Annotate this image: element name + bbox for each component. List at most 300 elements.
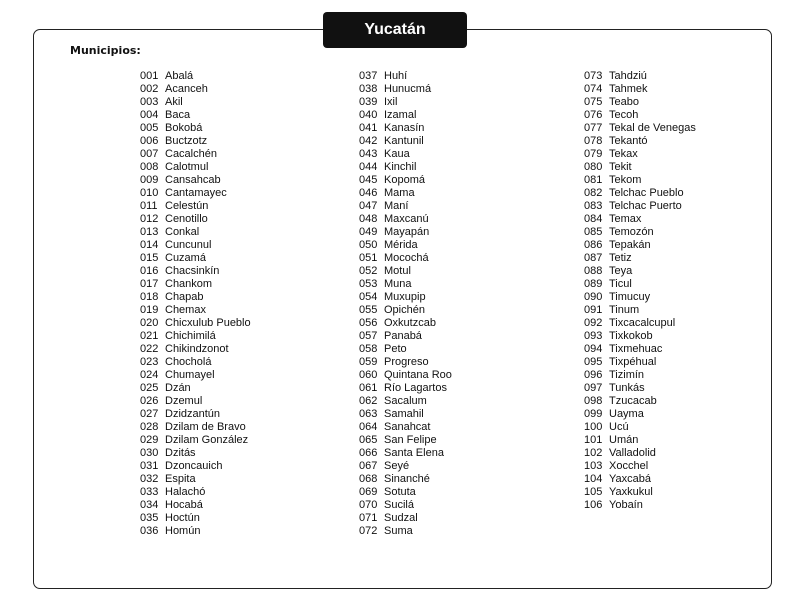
list-item bbox=[359, 213, 452, 226]
municipality-name: Cantamayec bbox=[165, 187, 227, 199]
list-item bbox=[584, 161, 696, 174]
municipality-code: 044 bbox=[359, 161, 378, 173]
municipality-code: 086 bbox=[584, 239, 603, 251]
list-item bbox=[140, 174, 251, 187]
municipality-name: Timucuy bbox=[609, 291, 651, 303]
list-item bbox=[140, 122, 251, 135]
municipality-name: Uayma bbox=[609, 408, 644, 420]
municipality-name: Xocchel bbox=[609, 460, 649, 472]
municipality-code: 054 bbox=[359, 291, 378, 303]
municipality-name: Hunucmá bbox=[384, 83, 432, 95]
municipality-code: 098 bbox=[584, 395, 603, 407]
municipality-name: Sudzal bbox=[384, 512, 418, 524]
municipality-code: 002 bbox=[140, 83, 159, 95]
municipality-code: 021 bbox=[140, 330, 159, 342]
municipality-code: 058 bbox=[359, 343, 378, 355]
list-item bbox=[359, 96, 452, 109]
municipality-code: 094 bbox=[584, 343, 603, 355]
municipality-code: 059 bbox=[359, 356, 378, 368]
list-item bbox=[140, 317, 251, 330]
municipality-name: Baca bbox=[165, 109, 191, 121]
municipality-name: Chankom bbox=[165, 278, 213, 290]
list-item bbox=[584, 70, 696, 83]
municipality-name: Yaxcabá bbox=[609, 473, 651, 485]
list-item bbox=[140, 512, 251, 525]
list-item bbox=[584, 304, 696, 317]
municipality-code: 068 bbox=[359, 473, 378, 485]
municipality-name: Maní bbox=[384, 200, 409, 212]
municipality-code: 065 bbox=[359, 434, 378, 446]
list-item bbox=[359, 343, 452, 356]
list-item bbox=[359, 161, 452, 174]
municipality-name: Panabá bbox=[384, 330, 422, 342]
list-item bbox=[359, 512, 452, 525]
municipality-code: 045 bbox=[359, 174, 378, 186]
list-item bbox=[584, 343, 696, 356]
municipality-name: Conkal bbox=[165, 226, 200, 238]
municipality-code: 020 bbox=[140, 317, 159, 329]
list-item bbox=[359, 187, 452, 200]
municipality-name: Dzitás bbox=[165, 447, 196, 459]
list-item bbox=[584, 408, 696, 421]
list-item bbox=[359, 525, 452, 538]
municipality-name: Tixcacalcupul bbox=[609, 317, 676, 329]
municipality-name: Cuncunul bbox=[165, 239, 212, 251]
list-item bbox=[359, 226, 452, 239]
municipality-name: Sacalum bbox=[384, 395, 427, 407]
municipality-code: 041 bbox=[359, 122, 378, 134]
list-item bbox=[359, 83, 452, 96]
municipality-name: Bokobá bbox=[165, 122, 203, 134]
list-item bbox=[140, 343, 251, 356]
municipality-name: Oxkutzcab bbox=[384, 317, 436, 329]
municipality-name: Tixpéhual bbox=[609, 356, 657, 368]
municipality-code: 097 bbox=[584, 382, 603, 394]
list-item bbox=[584, 174, 696, 187]
municipality-code: 077 bbox=[584, 122, 603, 134]
municipality-name: Teya bbox=[609, 265, 633, 277]
municipality-code: 031 bbox=[140, 460, 159, 472]
municipality-code: 027 bbox=[140, 408, 159, 420]
municipality-code: 060 bbox=[359, 369, 378, 381]
municipality-code: 080 bbox=[584, 161, 603, 173]
municipality-name: Kopomá bbox=[384, 174, 425, 186]
municipality-code: 022 bbox=[140, 343, 159, 355]
municipality-code: 105 bbox=[584, 486, 603, 498]
municipality-name: Yobaín bbox=[609, 499, 643, 511]
municipality-name: San Felipe bbox=[384, 434, 437, 446]
municipality-code: 050 bbox=[359, 239, 378, 251]
list-item bbox=[584, 213, 696, 226]
municipality-code: 026 bbox=[140, 395, 159, 407]
list-item bbox=[359, 135, 452, 148]
list-item bbox=[140, 187, 251, 200]
municipality-code: 030 bbox=[140, 447, 159, 459]
list-item bbox=[359, 356, 452, 369]
municipality-code: 004 bbox=[140, 109, 159, 121]
municipality-name: Hocabá bbox=[165, 499, 203, 511]
list-item bbox=[359, 447, 452, 460]
municipality-code: 093 bbox=[584, 330, 603, 342]
municipality-name: Tekal de Venegas bbox=[609, 122, 696, 134]
list-item bbox=[140, 70, 251, 83]
list-item bbox=[359, 382, 452, 395]
municipality-name: Opichén bbox=[384, 304, 425, 316]
municipality-name: Huhí bbox=[384, 70, 408, 82]
list-item bbox=[140, 486, 251, 499]
list-item bbox=[584, 122, 696, 135]
municipality-name: Chocholá bbox=[165, 356, 212, 368]
municipality-code: 092 bbox=[584, 317, 603, 329]
municipality-code: 043 bbox=[359, 148, 378, 160]
municipality-column-1 bbox=[140, 70, 251, 538]
list-item bbox=[140, 109, 251, 122]
list-item bbox=[359, 70, 452, 83]
municipality-name: Telchac Pueblo bbox=[609, 187, 684, 199]
municipality-code: 084 bbox=[584, 213, 603, 225]
list-item bbox=[359, 252, 452, 265]
municipality-code: 061 bbox=[359, 382, 378, 394]
list-item bbox=[140, 83, 251, 96]
municipality-code: 048 bbox=[359, 213, 378, 225]
municipality-name: Dzán bbox=[165, 382, 191, 394]
list-item bbox=[140, 330, 251, 343]
list-item bbox=[140, 499, 251, 512]
municipality-code: 090 bbox=[584, 291, 603, 303]
list-item bbox=[584, 109, 696, 122]
list-item bbox=[359, 369, 452, 382]
list-item bbox=[584, 200, 696, 213]
list-item bbox=[359, 317, 452, 330]
municipality-code: 062 bbox=[359, 395, 378, 407]
municipality-name: Chumayel bbox=[165, 369, 215, 381]
municipality-code: 064 bbox=[359, 421, 378, 433]
municipality-name: Celestún bbox=[165, 200, 209, 212]
municipality-name: Espita bbox=[165, 473, 196, 485]
municipality-name: Dzemul bbox=[165, 395, 203, 407]
list-item bbox=[584, 135, 696, 148]
municipality-name: Dzilam González bbox=[165, 434, 249, 446]
list-item bbox=[359, 486, 452, 499]
municipality-name: Maxcanú bbox=[384, 213, 429, 225]
municipality-code: 038 bbox=[359, 83, 378, 95]
list-item bbox=[584, 83, 696, 96]
municipality-name: Mérida bbox=[384, 239, 418, 251]
municipality-code: 063 bbox=[359, 408, 378, 420]
municipality-column-3 bbox=[584, 70, 696, 512]
municipality-name: Tahdziú bbox=[609, 70, 647, 82]
municipality-code: 006 bbox=[140, 135, 159, 147]
list-item bbox=[584, 447, 696, 460]
municipality-name: Izamal bbox=[384, 109, 417, 121]
municipality-code: 049 bbox=[359, 226, 378, 238]
municipality-code: 101 bbox=[584, 434, 603, 446]
municipality-name: Valladolid bbox=[609, 447, 656, 459]
list-item bbox=[584, 356, 696, 369]
municipality-code: 066 bbox=[359, 447, 378, 459]
municipality-code: 035 bbox=[140, 512, 159, 524]
list-item bbox=[359, 421, 452, 434]
list-item bbox=[359, 304, 452, 317]
list-item bbox=[140, 421, 251, 434]
municipality-name: Tetiz bbox=[609, 252, 632, 264]
list-item bbox=[584, 421, 696, 434]
municipality-name: Abalá bbox=[165, 70, 194, 82]
municipality-name: Ixil bbox=[384, 96, 398, 108]
municipality-name: Teabo bbox=[609, 96, 639, 108]
municipality-name: Sotuta bbox=[384, 486, 416, 498]
municipality-name: Kantunil bbox=[384, 135, 424, 147]
municipality-name: Calotmul bbox=[165, 161, 209, 173]
municipality-code: 103 bbox=[584, 460, 603, 472]
municipality-code: 028 bbox=[140, 421, 159, 433]
list-item bbox=[584, 460, 696, 473]
list-item bbox=[584, 265, 696, 278]
municipality-code: 005 bbox=[140, 122, 159, 134]
municipality-name: Chapab bbox=[165, 291, 204, 303]
municipality-code: 104 bbox=[584, 473, 603, 485]
list-item bbox=[140, 525, 251, 538]
list-item bbox=[140, 252, 251, 265]
list-item bbox=[359, 109, 452, 122]
municipality-name: Tunkás bbox=[609, 382, 645, 394]
municipality-code: 042 bbox=[359, 135, 378, 147]
municipality-code: 052 bbox=[359, 265, 378, 277]
list-item bbox=[140, 291, 251, 304]
municipality-name: Yaxkukul bbox=[609, 486, 653, 498]
list-item bbox=[584, 291, 696, 304]
municipality-name: Cuzamá bbox=[165, 252, 206, 264]
list-item bbox=[140, 356, 251, 369]
municipality-code: 014 bbox=[140, 239, 159, 251]
municipality-name: Tahmek bbox=[609, 83, 648, 95]
municipality-code: 076 bbox=[584, 109, 603, 121]
list-item bbox=[140, 148, 251, 161]
municipality-code: 040 bbox=[359, 109, 378, 121]
municipality-name: Cenotillo bbox=[165, 213, 208, 225]
municipality-code: 023 bbox=[140, 356, 159, 368]
municipality-name: Tepakán bbox=[609, 239, 651, 251]
municipality-code: 007 bbox=[140, 148, 159, 160]
municipality-name: Suma bbox=[384, 525, 413, 537]
list-item bbox=[140, 213, 251, 226]
list-item bbox=[584, 486, 696, 499]
municipality-code: 039 bbox=[359, 96, 378, 108]
municipality-name: Santa Elena bbox=[384, 447, 444, 459]
municipality-code: 010 bbox=[140, 187, 159, 199]
municipality-code: 018 bbox=[140, 291, 159, 303]
municipality-code: 075 bbox=[584, 96, 603, 108]
municipality-name: Telchac Puerto bbox=[609, 200, 682, 212]
municipality-code: 082 bbox=[584, 187, 603, 199]
municipality-name: Halachó bbox=[165, 486, 206, 498]
list-item bbox=[140, 382, 251, 395]
municipality-name: Río Lagartos bbox=[384, 382, 447, 394]
municipality-code: 011 bbox=[140, 200, 158, 212]
list-item bbox=[584, 187, 696, 200]
list-item bbox=[140, 460, 251, 473]
list-item bbox=[584, 226, 696, 239]
list-item bbox=[359, 291, 452, 304]
list-item bbox=[584, 317, 696, 330]
municipality-code: 019 bbox=[140, 304, 159, 316]
municipality-code: 036 bbox=[140, 525, 159, 537]
municipality-name: Chacsinkín bbox=[165, 265, 220, 277]
municipality-code: 046 bbox=[359, 187, 378, 199]
list-item bbox=[140, 161, 251, 174]
municipality-name: Dzilam de Bravo bbox=[165, 421, 246, 433]
list-item bbox=[359, 278, 452, 291]
municipality-name: Motul bbox=[384, 265, 411, 277]
municipality-code: 037 bbox=[359, 70, 378, 82]
municipality-code: 013 bbox=[140, 226, 159, 238]
municipality-code: 083 bbox=[584, 200, 603, 212]
list-item bbox=[140, 239, 251, 252]
municipality-code: 095 bbox=[584, 356, 603, 368]
list-item bbox=[584, 434, 696, 447]
municipality-name: Progreso bbox=[384, 356, 429, 368]
municipality-code: 016 bbox=[140, 265, 159, 277]
list-item bbox=[140, 304, 251, 317]
municipality-code: 015 bbox=[140, 252, 159, 264]
list-item bbox=[584, 252, 696, 265]
municipality-name: Tekantó bbox=[609, 135, 648, 147]
municipality-name: Seyé bbox=[384, 460, 410, 472]
list-item bbox=[584, 473, 696, 486]
list-item bbox=[584, 278, 696, 291]
list-item bbox=[140, 200, 251, 213]
municipality-name: Cansahcab bbox=[165, 174, 221, 186]
municipality-name: Tixkokob bbox=[609, 330, 653, 342]
municipality-code: 088 bbox=[584, 265, 603, 277]
list-item bbox=[359, 395, 452, 408]
municipality-code: 057 bbox=[359, 330, 378, 342]
list-item bbox=[140, 395, 251, 408]
municipality-name: Tixmehuac bbox=[609, 343, 663, 355]
municipality-name: Muxupip bbox=[384, 291, 426, 303]
municipality-code: 085 bbox=[584, 226, 603, 238]
municipality-code: 106 bbox=[584, 499, 603, 511]
municipality-name: Chikindzonot bbox=[165, 343, 229, 355]
municipality-name: Samahil bbox=[384, 408, 424, 420]
list-item bbox=[584, 382, 696, 395]
municipality-code: 096 bbox=[584, 369, 603, 381]
list-item bbox=[140, 135, 251, 148]
municipality-code: 072 bbox=[359, 525, 378, 537]
municipality-name: Chichimilá bbox=[165, 330, 216, 342]
municipality-code: 078 bbox=[584, 135, 603, 147]
list-item bbox=[359, 174, 452, 187]
municipality-code: 067 bbox=[359, 460, 378, 472]
municipality-name: Dzoncauich bbox=[165, 460, 223, 472]
list-item bbox=[359, 239, 452, 252]
municipality-name: Muna bbox=[384, 278, 412, 290]
municipality-name: Mocochá bbox=[384, 252, 429, 264]
municipality-name: Mayapán bbox=[384, 226, 430, 238]
list-item bbox=[359, 499, 452, 512]
municipality-code: 017 bbox=[140, 278, 159, 290]
municipality-code: 070 bbox=[359, 499, 378, 511]
municipality-name: Quintana Roo bbox=[384, 369, 452, 381]
municipality-name: Kanasín bbox=[384, 122, 425, 134]
municipality-name: Ticul bbox=[609, 278, 632, 290]
municipality-name: Kinchil bbox=[384, 161, 417, 173]
list-item bbox=[359, 408, 452, 421]
municipality-name: Ucú bbox=[609, 421, 629, 433]
municipality-code: 012 bbox=[140, 213, 159, 225]
municipality-code: 091 bbox=[584, 304, 603, 316]
list-item bbox=[584, 330, 696, 343]
list-item bbox=[359, 200, 452, 213]
municipality-code: 074 bbox=[584, 83, 603, 95]
list-item bbox=[359, 330, 452, 343]
municipality-code: 099 bbox=[584, 408, 603, 420]
list-item bbox=[359, 122, 452, 135]
municipality-name: Temozón bbox=[609, 226, 654, 238]
municipality-code: 001 bbox=[140, 70, 159, 82]
list-item bbox=[584, 239, 696, 252]
list-item bbox=[359, 473, 452, 486]
municipality-name: Peto bbox=[384, 343, 407, 355]
municipality-name: Acanceh bbox=[165, 83, 208, 95]
municipality-name: Umán bbox=[609, 434, 639, 446]
list-item bbox=[140, 96, 251, 109]
municipality-name: Akil bbox=[165, 96, 183, 108]
list-item bbox=[584, 96, 696, 109]
municipality-name: Tinum bbox=[609, 304, 640, 316]
list-item bbox=[140, 226, 251, 239]
municipality-name: Tzucacab bbox=[609, 395, 657, 407]
list-item bbox=[140, 473, 251, 486]
municipality-name: Buctzotz bbox=[165, 135, 208, 147]
municipality-column-2 bbox=[359, 70, 452, 538]
municipality-code: 079 bbox=[584, 148, 603, 160]
list-item bbox=[140, 265, 251, 278]
municipality-code: 029 bbox=[140, 434, 159, 446]
municipality-code: 100 bbox=[584, 421, 603, 433]
municipality-name: Tekit bbox=[609, 161, 632, 173]
municipality-code: 102 bbox=[584, 447, 603, 459]
list-item bbox=[584, 395, 696, 408]
list-item bbox=[140, 278, 251, 291]
list-item bbox=[140, 369, 251, 382]
municipality-name: Chicxulub Pueblo bbox=[165, 317, 251, 329]
municipality-code: 071 bbox=[359, 512, 378, 524]
list-item bbox=[359, 434, 452, 447]
municipality-name: Homún bbox=[165, 525, 201, 537]
municipality-code: 009 bbox=[140, 174, 159, 186]
list-item bbox=[584, 369, 696, 382]
municipality-name: Kaua bbox=[384, 148, 410, 160]
municipality-code: 003 bbox=[140, 96, 159, 108]
list-item bbox=[140, 408, 251, 421]
list-item bbox=[140, 447, 251, 460]
list-item bbox=[584, 148, 696, 161]
section-label: Municipios: bbox=[70, 44, 141, 57]
page-title: Yucatán bbox=[323, 12, 467, 48]
list-item bbox=[359, 148, 452, 161]
municipality-code: 089 bbox=[584, 278, 603, 290]
municipality-name: Tecoh bbox=[609, 109, 639, 121]
municipality-code: 073 bbox=[584, 70, 603, 82]
municipality-name: Sucilá bbox=[384, 499, 414, 511]
municipality-code: 056 bbox=[359, 317, 378, 329]
list-item bbox=[584, 499, 696, 512]
municipality-code: 081 bbox=[584, 174, 603, 186]
municipality-name: Sinanché bbox=[384, 473, 430, 485]
municipality-name: Dzidzantún bbox=[165, 408, 221, 420]
municipality-name: Temax bbox=[609, 213, 642, 225]
